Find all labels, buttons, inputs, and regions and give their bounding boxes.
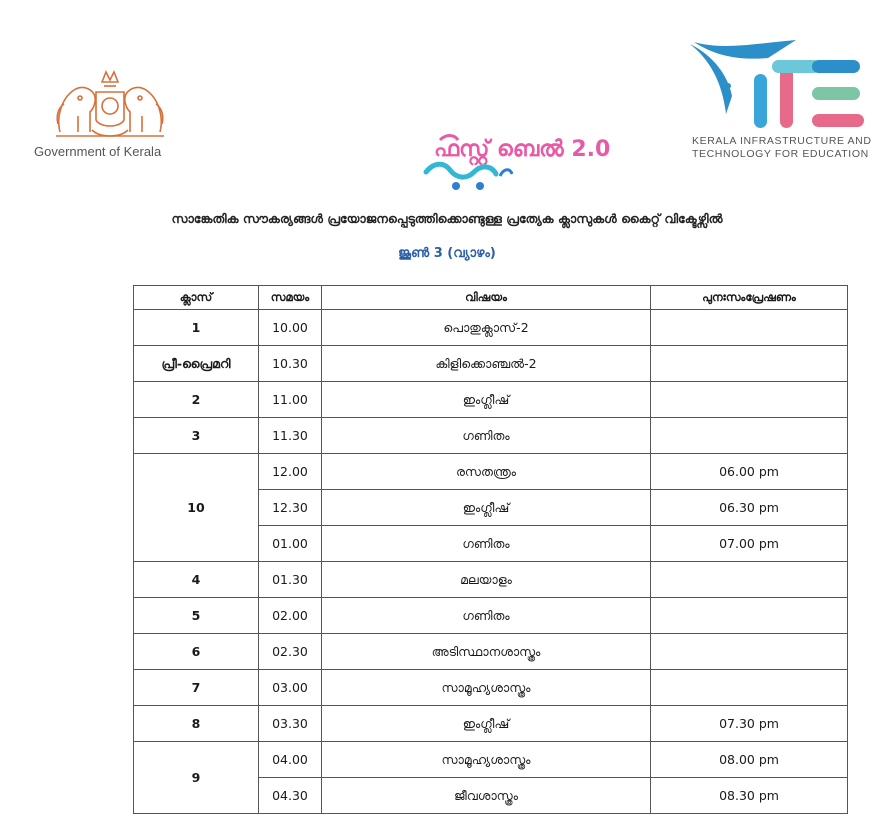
time-cell: 10.30 xyxy=(259,346,322,382)
rebroadcast-cell: 08.00 pm xyxy=(651,742,848,778)
time-cell: 04.30 xyxy=(259,778,322,814)
table-row xyxy=(134,670,848,706)
time-cell: 01.00 xyxy=(259,526,322,562)
header-rebroadcast: പുനഃസംപ്രേഷണം xyxy=(651,286,848,310)
subject-cell: അടിസ്ഥാനശാസ്ത്രം xyxy=(322,634,651,670)
time-cell: 10.00 xyxy=(259,310,322,346)
table-row xyxy=(134,454,848,490)
class-cell: 9 xyxy=(134,742,259,814)
rebroadcast-cell xyxy=(651,562,848,598)
class-cell: 8 xyxy=(134,706,259,742)
table-header-row xyxy=(134,286,848,310)
table-row xyxy=(134,346,848,382)
table-row xyxy=(134,418,848,454)
table-row xyxy=(134,634,848,670)
rebroadcast-cell: 06.30 pm xyxy=(651,490,848,526)
subject-cell: മലയാളം xyxy=(322,562,651,598)
rebroadcast-cell: 07.30 pm xyxy=(651,706,848,742)
kerala-emblem-logo xyxy=(50,64,170,142)
class-cell: 6 xyxy=(134,634,259,670)
first-bell-logo xyxy=(420,128,611,194)
subject-cell: സാമൂഹ്യശാസ്ത്രം xyxy=(322,670,651,706)
rebroadcast-cell: 08.30 pm xyxy=(651,778,848,814)
subject-cell: ഗണിതം xyxy=(322,418,651,454)
table-row xyxy=(134,706,848,742)
time-cell: 11.00 xyxy=(259,382,322,418)
rebroadcast-cell xyxy=(651,598,848,634)
class-cell: 1 xyxy=(134,310,259,346)
kite-name-line-2: TECHNOLOGY FOR EDUCATION xyxy=(692,148,869,160)
time-cell: 12.00 xyxy=(259,454,322,490)
subject-cell: ജീവശാസ്ത്രം xyxy=(322,778,651,814)
subject-cell: ഇംഗ്ലീഷ് xyxy=(322,706,651,742)
header-time: സമയം xyxy=(259,286,322,310)
time-cell: 03.00 xyxy=(259,670,322,706)
class-cell: 2 xyxy=(134,382,259,418)
header-class: ക്ലാസ് xyxy=(134,286,259,310)
subject-cell: ഇംഗ്ലീഷ് xyxy=(322,382,651,418)
schedule-date: ജൂൺ 3 (വ്യാഴം) xyxy=(398,246,496,261)
class-cell: 4 xyxy=(134,562,259,598)
table-row xyxy=(134,310,848,346)
time-cell: 03.30 xyxy=(259,706,322,742)
class-cell: 3 xyxy=(134,418,259,454)
schedule-title: സാങ്കേതിക സൗകര്യങ്ങൾ പ്രയോജനപ്പെടുത്തിക്കൊണ്ടുള്ള പ്രത്യേക ക്ലാസുകൾ കൈറ്റ് വിക്ടേഴ്സിൽ xyxy=(171,211,723,226)
first-bell-logo-text: ഫസ്റ്റ് ബെൽ 2.0 xyxy=(434,137,611,162)
government-of-kerala-text: Government of Kerala xyxy=(34,144,162,159)
rebroadcast-cell xyxy=(651,670,848,706)
class-cell: 7 xyxy=(134,670,259,706)
time-cell: 04.00 xyxy=(259,742,322,778)
rebroadcast-cell xyxy=(651,310,848,346)
subject-cell: കിളിക്കൊഞ്ചൽ-2 xyxy=(322,346,651,382)
table-row xyxy=(134,382,848,418)
time-cell: 02.30 xyxy=(259,634,322,670)
rebroadcast-cell: 06.00 pm xyxy=(651,454,848,490)
class-cell: പ്രീ-പ്രൈമറി xyxy=(134,346,259,382)
kite-full-name xyxy=(692,135,872,161)
subject-cell: ഗണിതം xyxy=(322,598,651,634)
subject-cell: ഗണിതം xyxy=(322,526,651,562)
rebroadcast-cell xyxy=(651,382,848,418)
schedule-table xyxy=(133,285,848,814)
time-cell: 11.30 xyxy=(259,418,322,454)
header-subject: വിഷയം xyxy=(322,286,651,310)
rebroadcast-cell xyxy=(651,418,848,454)
class-cell: 5 xyxy=(134,598,259,634)
time-cell: 02.00 xyxy=(259,598,322,634)
table-row xyxy=(134,742,848,778)
kite-name-line-1: KERALA INFRASTRUCTURE AND xyxy=(692,135,872,147)
kite-logo xyxy=(684,38,874,134)
rebroadcast-cell xyxy=(651,346,848,382)
rebroadcast-cell xyxy=(651,634,848,670)
time-cell: 12.30 xyxy=(259,490,322,526)
subject-cell: സാമൂഹ്യശാസ്ത്രം xyxy=(322,742,651,778)
subject-cell: രസതന്ത്രം xyxy=(322,454,651,490)
subject-cell: ഇംഗ്ലീഷ് xyxy=(322,490,651,526)
subject-cell: പൊതുക്ലാസ്-2 xyxy=(322,310,651,346)
table-row xyxy=(134,562,848,598)
rebroadcast-cell: 07.00 pm xyxy=(651,526,848,562)
time-cell: 01.30 xyxy=(259,562,322,598)
table-row xyxy=(134,598,848,634)
class-cell: 10 xyxy=(134,454,259,562)
schedule-table-body xyxy=(134,310,848,814)
